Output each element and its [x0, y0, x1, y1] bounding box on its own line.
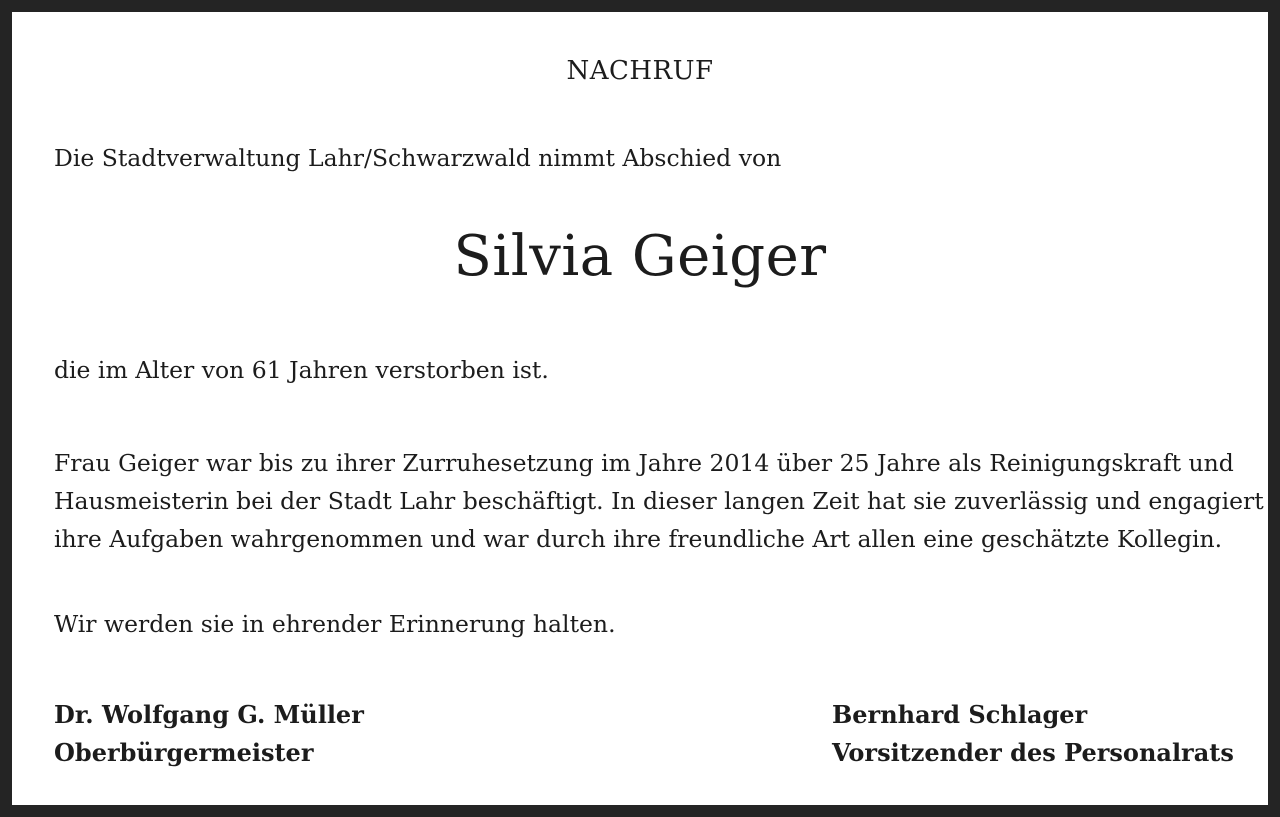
tribute-line: Hausmeisterin bei der Stadt Lahr beschäftigt. In dieser langen Zeit hat sie zuverlässig und engagiert — [54, 487, 1264, 515]
tribute-line: Frau Geiger war bis zu ihrer Zurruhesetzung im Jahre 2014 über 25 Jahre als Reinigungskraft und — [54, 449, 1234, 477]
signatory-title: Vorsitzender des Personalrats — [832, 738, 1234, 767]
signatory-left — [54, 696, 364, 772]
age-line: die im Alter von 61 Jahren verstorben ist. — [54, 356, 549, 384]
signatory-right — [832, 696, 1234, 772]
signatory-name: Bernhard Schlager — [832, 700, 1088, 729]
tribute-line: ihre Aufgaben wahrgenommen und war durch ihre freundliche Art allen eine geschätzte Kollegin. — [54, 525, 1223, 553]
intro-line: Die Stadtverwaltung Lahr/Schwarzwald nimmt Abschied von — [54, 144, 782, 172]
closing-line: Wir werden sie in ehrender Erinnerung halten. — [54, 610, 616, 638]
notice-heading: NACHRUF — [566, 56, 714, 86]
deceased-name: Silvia Geiger — [453, 224, 827, 289]
signatory-name: Dr. Wolfgang G. Müller — [54, 700, 364, 729]
obituary-notice — [12, 12, 1268, 805]
signatory-title: Oberbürgermeister — [54, 738, 314, 767]
tribute-paragraph — [54, 444, 1264, 558]
